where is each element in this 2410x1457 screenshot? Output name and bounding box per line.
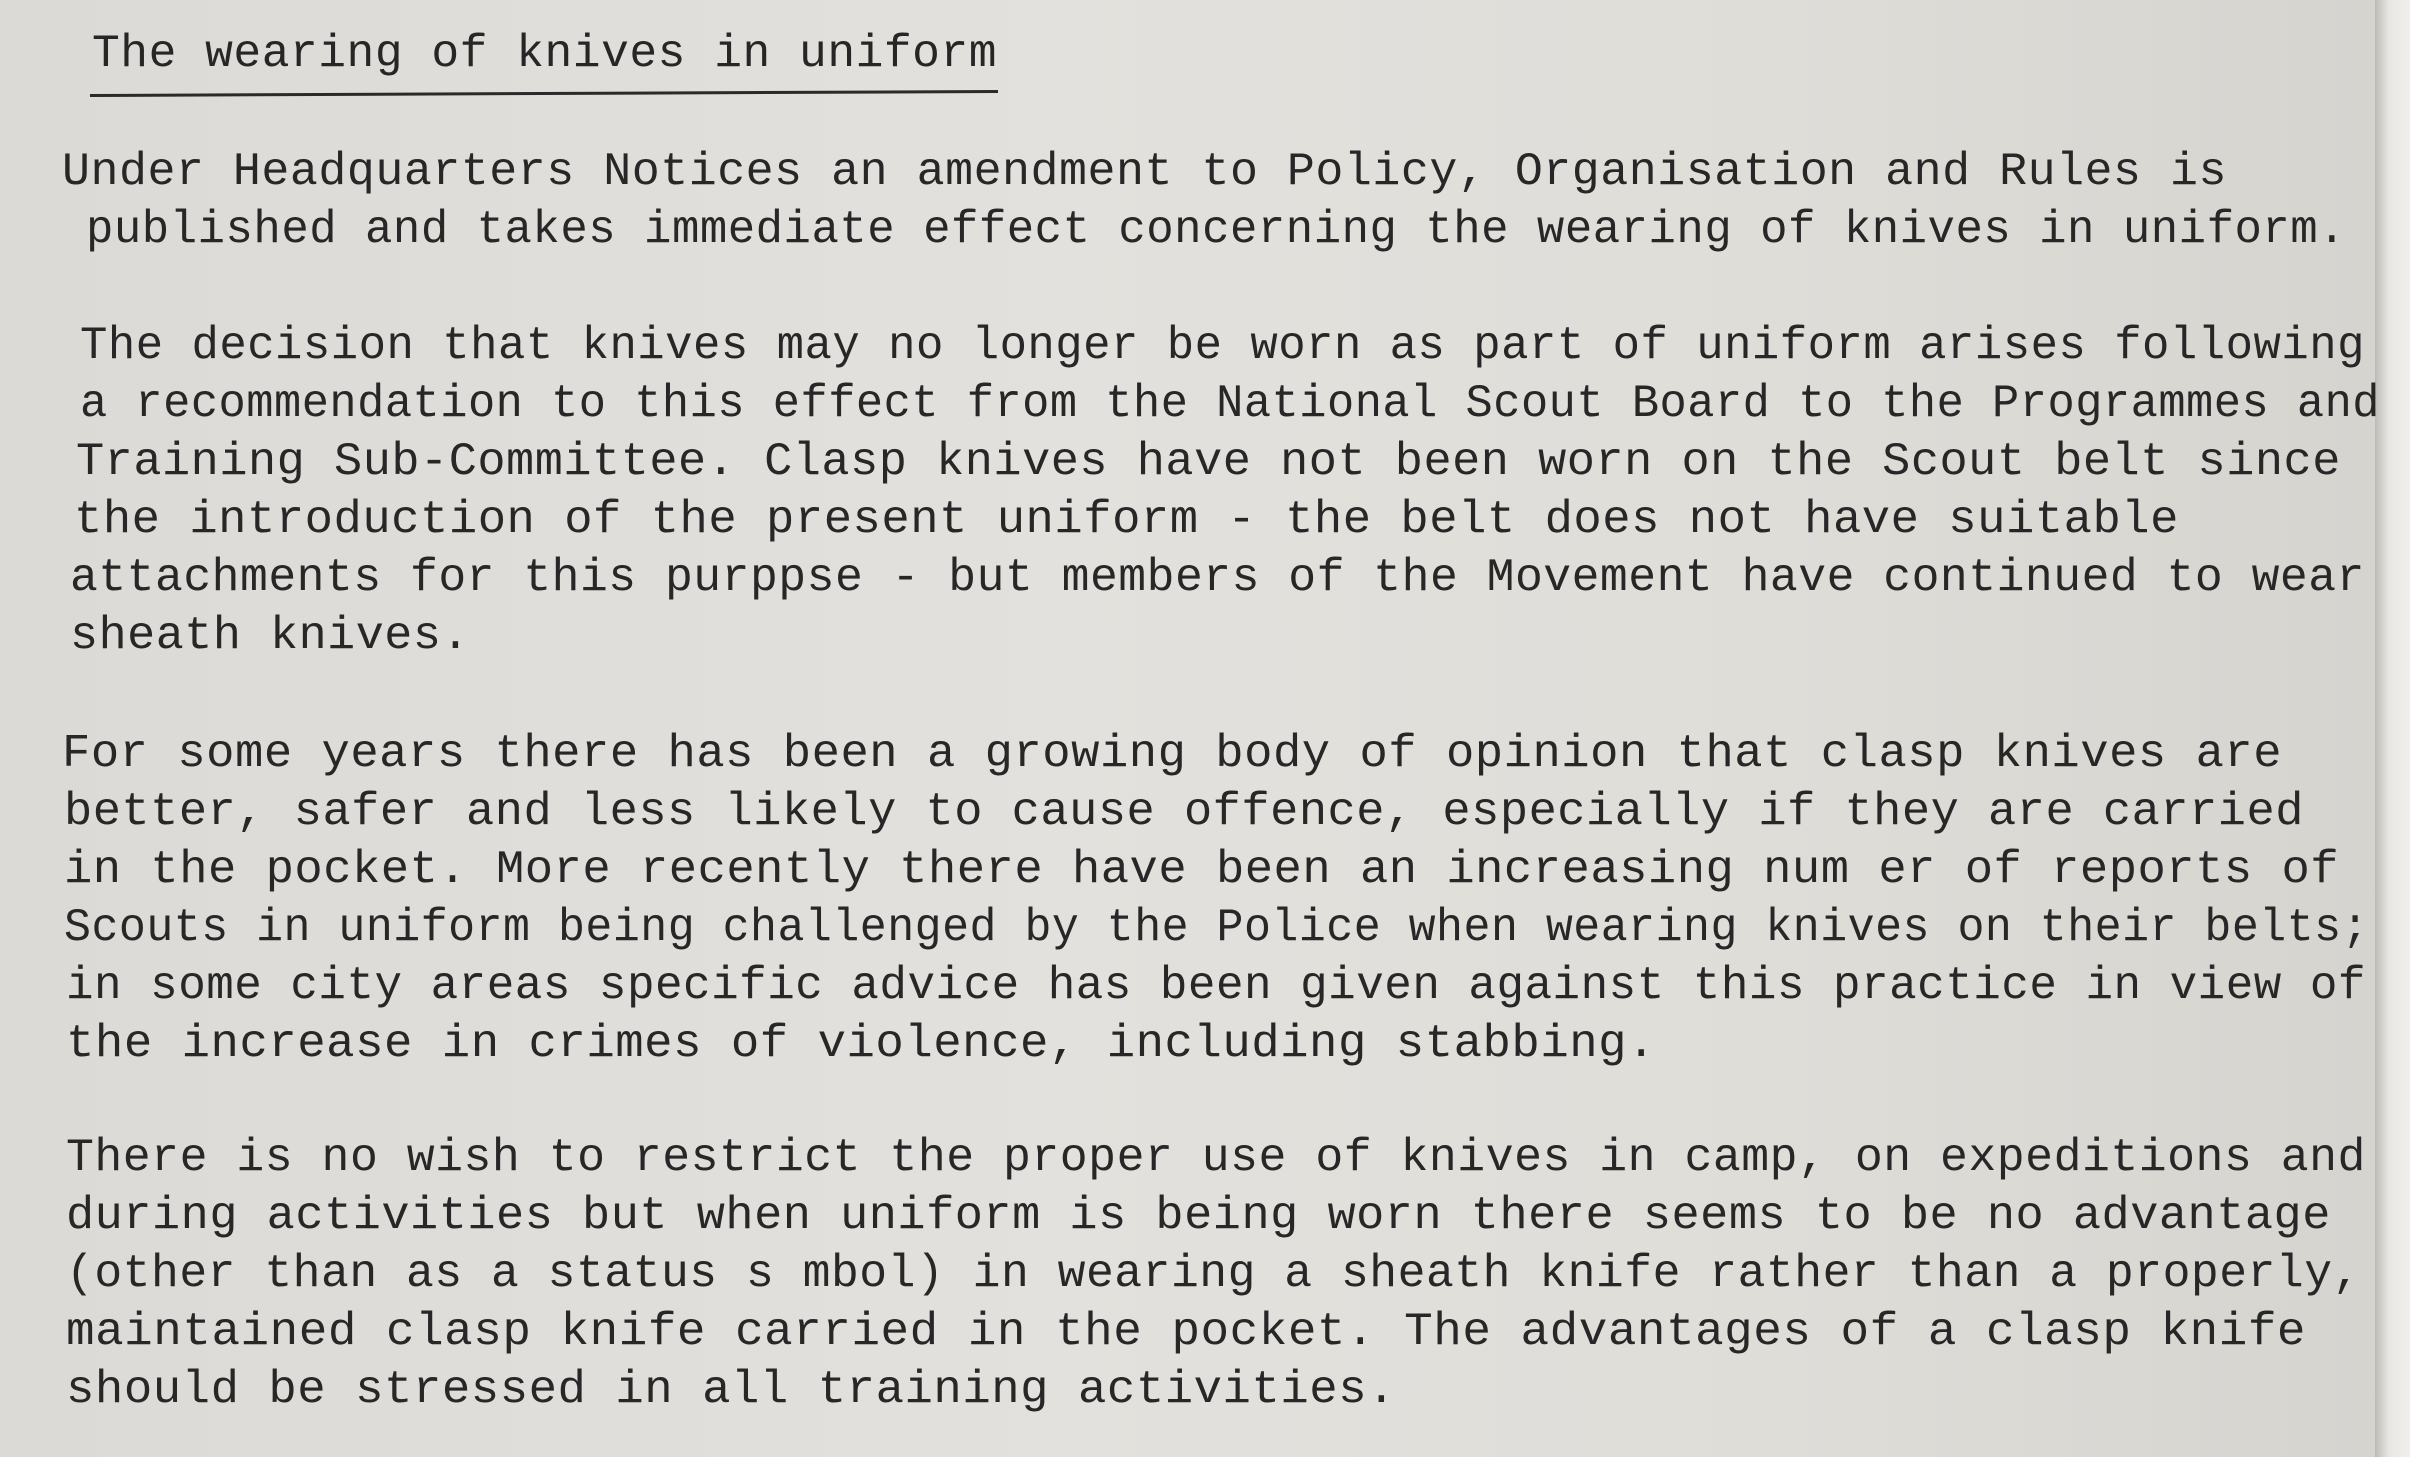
document-title: The wearing of knives in uniform bbox=[92, 28, 998, 80]
paragraph-2-line-1: The decision that knives may no longer be worn as part of uniform arises following bbox=[80, 320, 2365, 372]
paragraph-2-line-6: sheath knives. bbox=[70, 610, 471, 662]
paragraph-1-line-2: published and takes immediate effect concerning the wearing of knives in uniform. bbox=[86, 204, 2347, 256]
paragraph-3-line-3: in the pocket. More recently there have been an increasing num er of reports of bbox=[64, 844, 2340, 896]
paragraph-4-line-1: There is no wish to restrict the proper use of knives in camp, on expeditions and bbox=[66, 1132, 2366, 1184]
paragraph-4-line-2: during activities but when uniform is being worn there seems to be no advantage bbox=[66, 1190, 2331, 1242]
paragraph-3-line-1: For some years there has been a growing body of opinion that clasp knives are bbox=[62, 728, 2283, 780]
page-edge bbox=[2375, 0, 2410, 1457]
paragraph-2-line-4: the introduction of the present uniform - the belt does not have suitable bbox=[74, 494, 2179, 546]
paragraph-3-line-2: better, safer and less likely to cause offence, especially if they are carried bbox=[64, 786, 2304, 838]
paragraph-2-line-3: Training Sub-Committee. Clasp knives have not been worn on the Scout belt since bbox=[76, 436, 2341, 488]
paragraph-3-line-5: in some city areas specific advice has been given against this practice in view of bbox=[66, 960, 2366, 1012]
paragraph-4-line-5: should be stressed in all training activities. bbox=[66, 1364, 1397, 1416]
paragraph-3-line-4: Scouts in uniform being challenged by the Police when wearing knives on their belts; bbox=[64, 902, 2370, 954]
paragraph-2-line-2: a recommendation to this effect from the National Scout Board to the Programmes and bbox=[80, 378, 2381, 430]
paragraph-4-line-3: (other than as a status s mbol) in wearing a sheath knife rather than a properly, bbox=[66, 1248, 2361, 1300]
paragraph-3-line-6: the increase in crimes of violence, including stabbing. bbox=[66, 1018, 1656, 1070]
paragraph-2-line-5: attachments for this purppse - but members of the Movement have continued to wear bbox=[70, 552, 2365, 604]
paragraph-1-line-1: Under Headquarters Notices an amendment to Policy, Organisation and Rules is bbox=[62, 146, 2228, 198]
paragraph-4-line-4: maintained clasp knife carried in the pocket. The advantages of a clasp knife bbox=[66, 1306, 2307, 1358]
